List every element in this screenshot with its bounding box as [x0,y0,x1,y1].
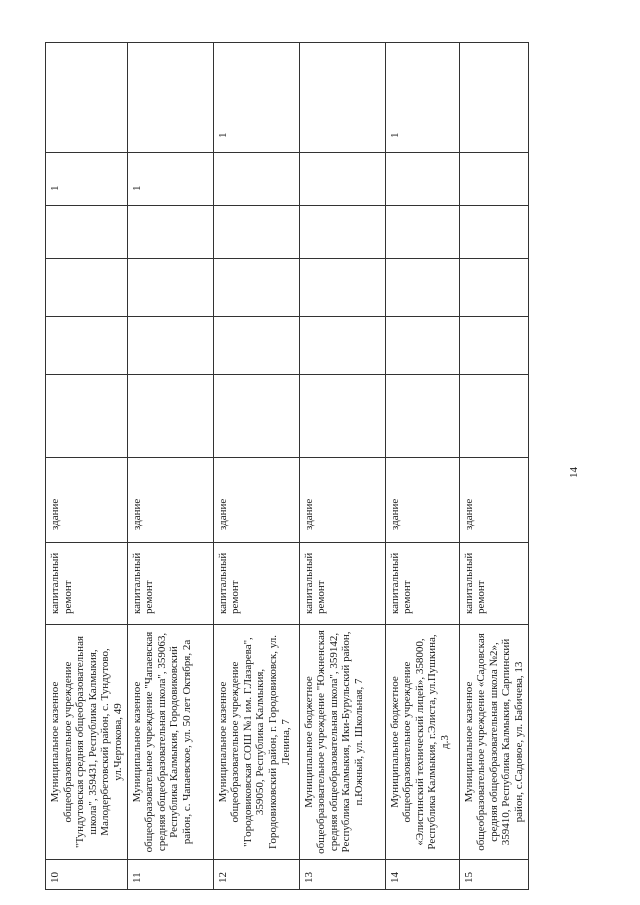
work-type: капитальный ремонт [299,543,385,625]
object-type: здание [46,458,128,543]
row-number: 13 [299,860,385,890]
table-row [213,43,299,890]
work-type: капитальный ремонт [385,543,459,625]
page-number: 14 [568,467,580,478]
mark-cell [385,259,459,317]
mark-cell [46,259,128,317]
mark-cell [213,153,299,206]
table-row [299,43,385,890]
empty-cell [127,375,213,458]
mark-cell [46,206,128,259]
mark-cell [299,259,385,317]
mark-cell [46,43,128,153]
mark-cell [127,259,213,317]
row-number: 15 [459,860,528,890]
mark-cell [299,43,385,153]
mark-cell [459,43,528,153]
mark-cell [459,259,528,317]
empty-cell [459,375,528,458]
mark-cell [385,153,459,206]
mark-cell [213,259,299,317]
school-name: Муниципальное бюджетное общеобразовательное учреждение "Южненская средняя общеобразовательная школа", 359142, Республика Калмыкия, Ики-Бурульский район, п.Южный, ул. Школьная, 7 [299,625,385,860]
row-number: 11 [127,860,213,890]
work-type: капитальный ремонт [459,543,528,625]
work-type: капитальный ремонт [213,543,299,625]
mark-cell [127,206,213,259]
mark-cell [213,206,299,259]
row-number: 10 [46,860,128,890]
row-number: 14 [385,860,459,890]
mark-cell: 1 [46,153,128,206]
school-name: Муниципальное бюджетное общеобразовательное учреждение «Элистинский технический лицей», 358000, Республика Калмыкия, г.Элиста, ул.Пушкина, д.3 [385,625,459,860]
object-type: здание [127,458,213,543]
school-name: Муниципальное казенное общеобразовательное учреждение "Чапаевская средняя общеобразовательная школа", 359063, Республика Калмыкия, Городовиковский район, с. Чапаевское, ул. 50 лет Октября, 2а [127,625,213,860]
empty-cell [299,375,385,458]
mark-cell [127,43,213,153]
mark-cell [459,206,528,259]
empty-cell [213,375,299,458]
mark-cell [385,206,459,259]
mark-cell: 1 [385,43,459,153]
empty-cell [385,317,459,375]
table-row [459,43,528,890]
mark-cell [459,153,528,206]
mark-cell: 1 [127,153,213,206]
object-type: здание [385,458,459,543]
school-name: Муниципальное казенное общеобразовательное учреждение "Тундутовская средняя общеобразовательная школа", 359431, Республика Калмыкия, Малодербетовский район, с. Тундутово, ул.Чертокова, 49 [46,625,128,860]
empty-cell [46,317,128,375]
table-row [385,43,459,890]
school-name: Муниципальное казенное общеобразовательное учреждение «Садовская средняя общеобразовательная школа №2», 359410, Республика Калмыкия, Сарпинский район, с.Садовое, ул. Бабичева, 13 [459,625,528,860]
table-row [46,43,128,890]
object-type: здание [299,458,385,543]
table-row [127,43,213,890]
mark-cell [299,153,385,206]
work-type: капитальный ремонт [46,543,128,625]
empty-cell [459,317,528,375]
empty-cell [46,375,128,458]
object-type: здание [213,458,299,543]
empty-cell [213,317,299,375]
work-type: капитальный ремонт [127,543,213,625]
school-name: Муниципальное казенное общеобразовательное учреждение "Городовиковская СОШ №1 им. Г.Лазарева", 359050, Республика Калмыкия, Городовиковский район, г. Городовиковск, ул. Ленина, 7 [213,625,299,860]
row-number: 12 [213,860,299,890]
school-repair-table [45,42,529,890]
mark-cell: 1 [213,43,299,153]
empty-cell [299,317,385,375]
empty-cell [127,317,213,375]
object-type: здание [459,458,528,543]
empty-cell [385,375,459,458]
mark-cell [299,206,385,259]
